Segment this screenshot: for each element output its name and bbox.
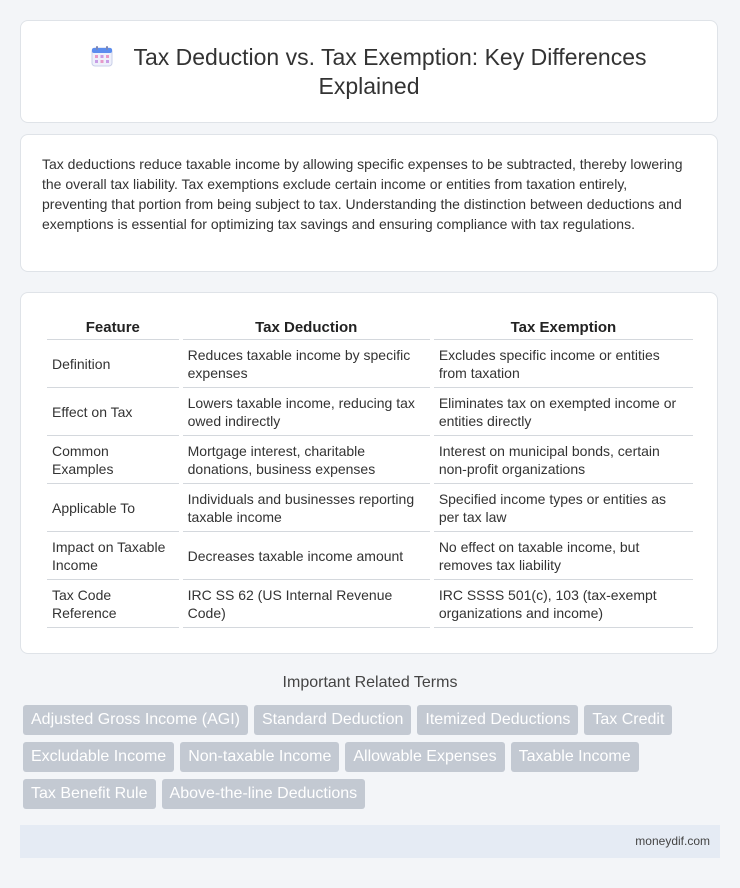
related-term-tag[interactable]: Tax Credit [584, 705, 672, 735]
related-term-tag[interactable]: Itemized Deductions [417, 705, 578, 735]
calendar-icon [91, 45, 113, 67]
exemption-cell: Specified income types or entities as per tax law [434, 484, 693, 532]
related-term-tag[interactable]: Above-the-line Deductions [162, 779, 366, 809]
footer-site-name[interactable]: moneydif.com [635, 834, 710, 848]
header-tax-deduction: Tax Deduction [183, 317, 430, 340]
deduction-cell: Decreases taxable income amount [183, 532, 430, 580]
intro-paragraph: Tax deductions reduce taxable income by allowing specific expenses to be subtracted, thereby lowering the overall tax liability. Tax exemptions exclude certain income or entities from taxation entirely, preventing that portion from being subject to tax. Understanding the distinction between deductions and exemptions is essential for optimizing tax savings and ensuring compliance with tax regulations. [42, 156, 683, 232]
feature-cell: Tax Code Reference [47, 580, 179, 628]
title-wrap [61, 43, 677, 101]
related-term-tag[interactable]: Allowable Expenses [345, 742, 504, 772]
table-row [47, 388, 693, 436]
exemption-cell: Interest on municipal bonds, certain non-profit organizations [434, 436, 693, 484]
title-card [20, 20, 718, 123]
related-term-tag[interactable]: Excludable Income [23, 742, 174, 772]
related-term-tag[interactable]: Taxable Income [511, 742, 639, 772]
deduction-cell: Lowers taxable income, reducing tax owed indirectly [183, 388, 430, 436]
header-feature: Feature [47, 317, 179, 340]
feature-cell: Impact on Taxable Income [47, 532, 179, 580]
table-header-row [47, 317, 693, 340]
exemption-cell: IRC SSSS 501(c), 103 (tax-exempt organizations and income) [434, 580, 693, 628]
footer-bar [20, 825, 720, 858]
table-row [47, 340, 693, 388]
exemption-cell: No effect on taxable income, but removes tax liability [434, 532, 693, 580]
feature-cell: Common Examples [47, 436, 179, 484]
header-tax-exemption: Tax Exemption [434, 317, 693, 340]
deduction-cell: Mortgage interest, charitable donations, business expenses [183, 436, 430, 484]
comparison-table-card [20, 292, 718, 654]
intro-card [20, 134, 718, 272]
feature-cell: Effect on Tax [47, 388, 179, 436]
related-term-tag[interactable]: Adjusted Gross Income (AGI) [23, 705, 248, 735]
table-row [47, 436, 693, 484]
related-terms-list [23, 705, 703, 809]
comparison-table [43, 317, 697, 628]
related-term-tag[interactable]: Non-taxable Income [180, 742, 339, 772]
related-term-tag[interactable]: Standard Deduction [254, 705, 411, 735]
deduction-cell: IRC SS 62 (US Internal Revenue Code) [183, 580, 430, 628]
deduction-cell: Individuals and businesses reporting taxable income [183, 484, 430, 532]
exemption-cell: Excludes specific income or entities from taxation [434, 340, 693, 388]
feature-cell: Definition [47, 340, 179, 388]
page-title-text: Tax Deduction vs. Tax Exemption: Key Differences Explained [133, 44, 647, 99]
table-row [47, 532, 693, 580]
table-row [47, 580, 693, 628]
related-term-tag[interactable]: Tax Benefit Rule [23, 779, 156, 809]
exemption-cell: Eliminates tax on exempted income or entities directly [434, 388, 693, 436]
related-terms-heading: Important Related Terms [282, 674, 458, 691]
deduction-cell: Reduces taxable income by specific expenses [183, 340, 430, 388]
feature-cell: Applicable To [47, 484, 179, 532]
table-row [47, 484, 693, 532]
page-title [61, 43, 677, 101]
